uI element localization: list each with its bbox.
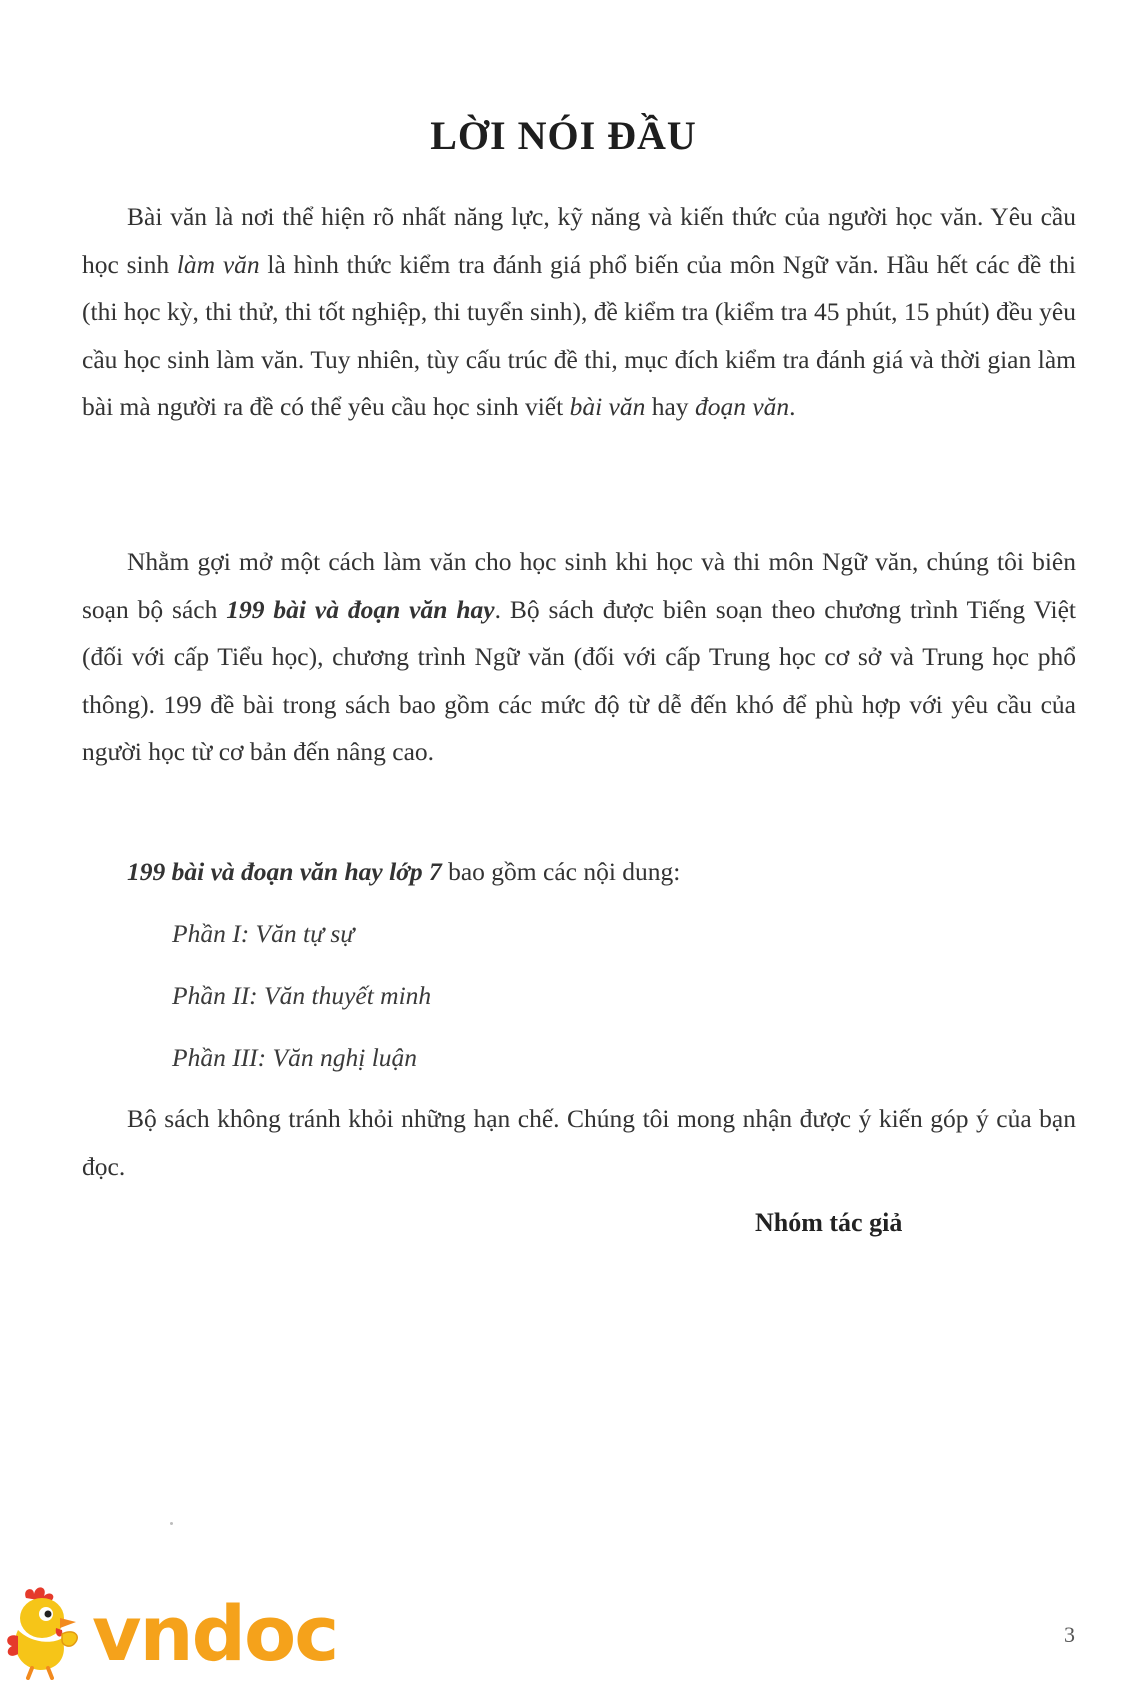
rooster-mascot-icon bbox=[7, 1587, 77, 1678]
paragraph2-run: . Bộ sách được biên soạn theo chương trình Tiếng Việt (đối với cấp Tiểu học), chương trình Ngữ văn (đối với cấp Trung học cơ sở và Trung học phổ thông). 199 đề bài trong sách bao gồm các mức độ từ dễ đến khó để phù hợp với yêu cầu của người học từ cơ bản đến nâng cao. bbox=[82, 594, 1076, 766]
part-item-1: Phần I: Văn tự sự bbox=[172, 919, 355, 948]
author-signature: Nhóm tác giả bbox=[755, 1208, 903, 1237]
part-item-2: Phần II: Văn thuyết minh bbox=[172, 981, 432, 1010]
part-item-3: Phần III: Văn nghị luận bbox=[172, 1043, 418, 1072]
contents-intro bbox=[127, 848, 680, 896]
vndoc-logo[interactable] bbox=[4, 1584, 344, 1680]
paragraph1-run: làm văn bbox=[176, 249, 260, 279]
paragraph-2 bbox=[82, 538, 1076, 776]
paragraph1-run: đoạn văn bbox=[694, 392, 790, 421]
logo-text: vndoc bbox=[92, 1589, 338, 1678]
paragraph2-run: Nhằm gợi mở một cách làm văn cho học sinh khi học và thi môn Ngữ văn, chúng tôi biên soạn bộ sách bbox=[82, 547, 1076, 624]
paragraph1-run: là hình thức kiểm tra đánh giá phổ biến của môn Ngữ văn. Hầu hết các đề thi (thi học kỳ, thi thử, thi tốt nghiệp, thi tuyển sinh), đề kiểm tra (kiểm tra 45 phút, 15 phút) đều yêu cầu học sinh làm văn. Tuy nhiên, tùy cấu trúc đề thi, mục đích kiểm tra đánh giá và thời gian làm bài mà người ra đề có thể yêu cầu học sinh viết bbox=[82, 249, 1077, 421]
contents-intro-rest: bao gồm các nội dung: bbox=[441, 857, 681, 886]
paragraph1-run: . bbox=[789, 392, 796, 421]
book-title: 199 bài và đoạn văn hay lớp 7 bbox=[127, 857, 442, 886]
scan-speck bbox=[170, 1522, 173, 1525]
page-title: LỜI NÓI ĐẦU bbox=[430, 113, 697, 158]
page-number: 3 bbox=[1064, 1622, 1075, 1647]
paragraph-1 bbox=[82, 193, 1076, 431]
paragraph1-run: hay bbox=[645, 392, 695, 421]
paragraph1-run: bài văn bbox=[569, 392, 646, 421]
paragraph2-run: 199 bài và đoạn văn hay bbox=[226, 594, 495, 624]
paragraph-3: Bộ sách không tránh khỏi những hạn chế. Chúng tôi mong nhận được ý kiến góp ý của bạn đọc. bbox=[82, 1104, 1076, 1181]
paragraph1-run: Bài văn là nơi thể hiện rõ nhất năng lực, kỹ năng và kiến thức của người học văn. Yêu cầu học sinh bbox=[82, 202, 1076, 279]
